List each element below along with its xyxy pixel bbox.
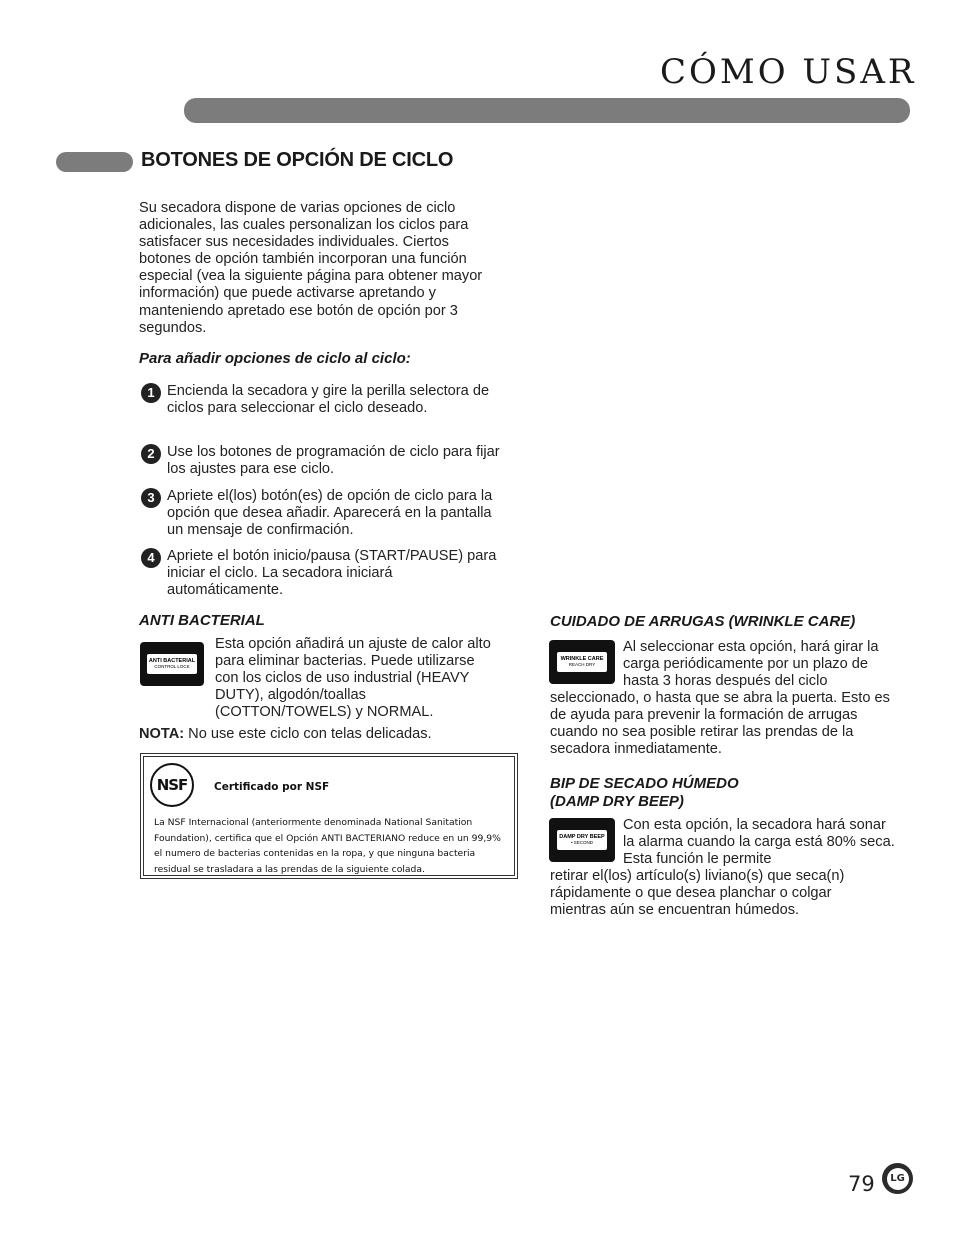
section-pill [56,152,133,172]
nsf-logo: NSF [150,763,194,807]
anti-bacterial-note [139,726,509,743]
anti-bacterial-heading: ANTI BACTERIAL [139,612,265,629]
section-title: BOTONES DE OPCIÓN DE CICLO [141,149,454,171]
step-item [141,444,501,478]
wrinkle-care-text-side: Al seleccionar esta opción, hará girar la carga periódicamente por un plazo de hasta 3 horas después del ciclo [623,639,879,690]
intro-paragraph: Su secadora dispone de varias opciones de ciclo adicionales, las cuales personalizan los ciclos para satisfacer sus necesidades individuales. Ciertos botones de opción también incorporan una función especial (vea la siguiente página para obtener mayor información) que puede activarse apretando y manteniendo apretado ese botón de opción por 3 segundos. [139,200,483,336]
damp-dry-button-icon [549,818,615,862]
step-text: Apriete el(los) botón(es) de opción de ciclo para la opción que desea añadir. Aparecerá en la pantalla un mensaje de confirmación. [167,488,493,539]
damp-dry-text-rest: retirar el(los) artículo(s) liviano(s) que seca(n) rápidamente o que desea planchar o colgar mientras aún se encuentran húmedos. [550,868,845,919]
damp-dry-text-side: Con esta opción, la secadora hará sonar la alarma cuando la carga está 80% seca. Esta función le permite [623,817,895,868]
page-header-title: CÓMO USAR [660,52,917,92]
lg-logo-icon [882,1163,913,1194]
damp-dry-heading-line1: BIP DE SECADO HÚMEDO [550,775,739,792]
wrinkle-care-button-icon [549,640,615,684]
anti-bacterial-text: Esta opción añadirá un ajuste de calor alto para eliminar bacterias. Puede utilizarse con los ciclos de uso industrial (HEAVY DUTY), algodón/toallas (COTTON/TOWELS) y NORMAL. [215,636,491,721]
wrinkle-care-heading: CUIDADO DE ARRUGAS (WRINKLE CARE) [550,613,856,630]
step-number: 4 [141,548,161,568]
step-number: 1 [141,383,161,403]
anti-bacterial-icon-label: ANTI BACTERIAL [148,658,196,664]
note-label: NOTA: [139,726,185,742]
header-bar [184,98,910,123]
note-text: No use este ciclo con telas delicadas. [184,726,432,742]
step-number: 3 [141,488,161,508]
page-number: 79 [848,1172,875,1196]
step-text: Apriete el botón inicio/pausa (START/PAUSE) para iniciar el ciclo. La secadora iniciará automáticamente. [167,548,497,599]
damp-dry-icon-label: DAMP DRY BEEP [559,834,605,840]
step-item [141,488,501,539]
step-number: 2 [141,444,161,464]
wrinkle-care-icon-sub: REACH DRY [568,662,596,667]
step-text: Use los botones de programación de ciclo para fijar los ajustes para ese ciclo. [167,444,500,478]
wrinkle-care-text-rest: seleccionado, o hasta que se abra la puerta. Esto es de ayuda para prevenir la formación de arrugas cuando no sea posible retirar las prendas de la secadora inmediatamente. [550,690,890,758]
step-text: Encienda la secadora y gire la perilla selectora de ciclos para seleccionar el ciclo deseado. [167,383,490,417]
wrinkle-care-icon-label: WRINKLE CARE [560,656,604,662]
nsf-certified-label: Certificado por NSF [214,781,330,793]
anti-bacterial-button-icon [140,642,204,686]
add-options-heading: Para añadir opciones de ciclo al ciclo: [139,350,411,367]
lg-logo-text: LG [887,1168,909,1190]
nsf-certification-box [140,753,518,879]
step-item [141,548,501,599]
nsf-text: La NSF Internacional (anteriormente denominada National Sanitation Foundation), certifica que el Opción ANTI BACTERIANO reduce en un 99,9% el numero de bacterias contenidas en la ropa, y que ninguna bacteria residual se trasladara a las prendas de la siguiente colada. [154,817,501,875]
damp-dry-heading-line2: (DAMP DRY BEEP) [550,793,684,810]
step-item [141,383,501,417]
damp-dry-icon-sub: • SECOND [570,840,594,845]
anti-bacterial-icon-sub: CONTROL LOCK [154,664,190,669]
